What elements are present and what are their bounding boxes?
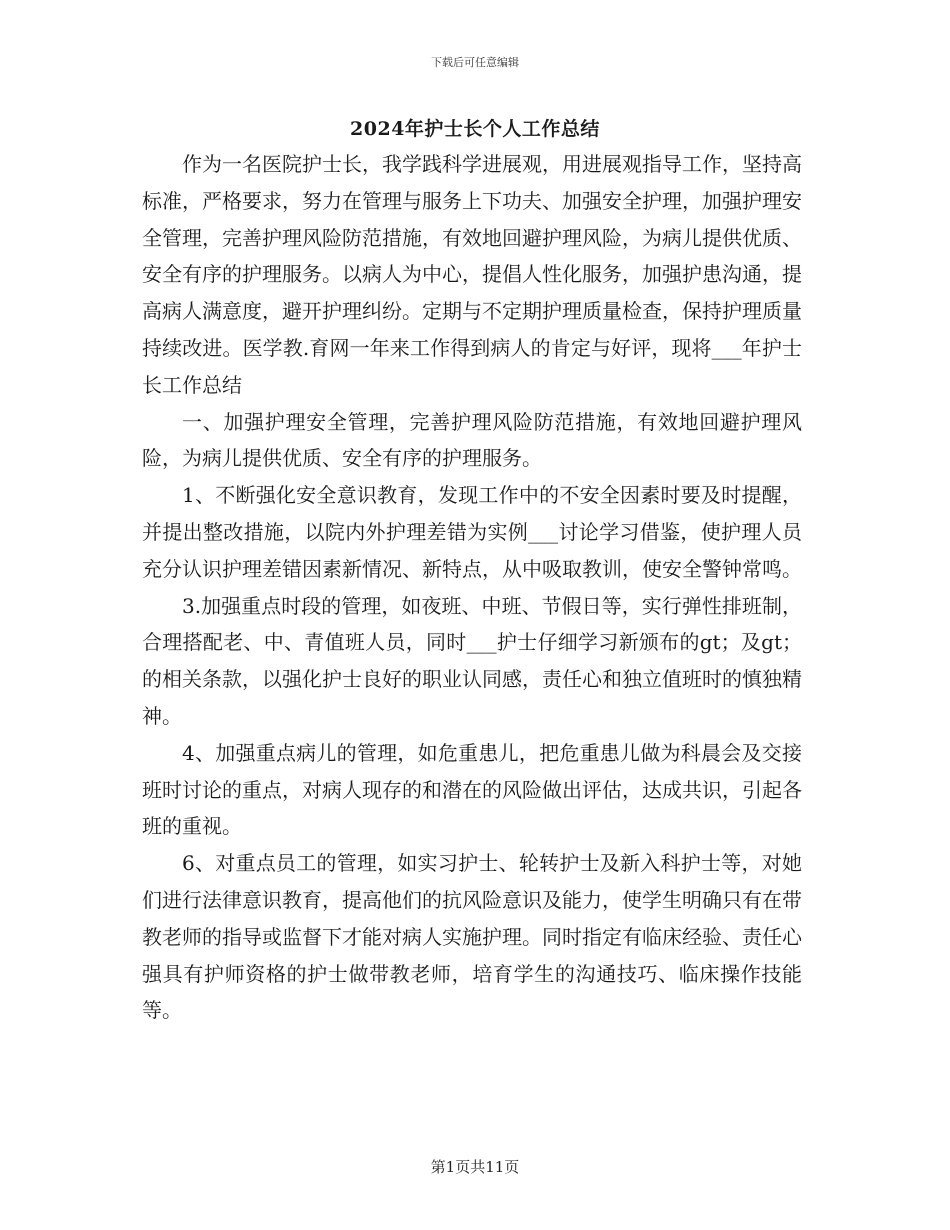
- paragraph-section-1: 一、加强护理安全管理，完善护理风险防范措施，有效地回避护理风险，为病儿提供优质、安全有序的护理服务。: [142, 409, 802, 471]
- document-body: [142, 146, 802, 1029]
- page-number: 第1页共11页: [430, 1158, 520, 1176]
- header-note: 下载后可任意编辑: [431, 56, 519, 69]
- document-title: 2024年护士长个人工作总结: [350, 118, 600, 140]
- paragraph-intro: 作为一名医院护士长，我学践科学进展观，用进展观指导工作，坚持高标准，严格要求，努力在管理与服务上下功夫、加强安全护理，加强护理安全管理，完善护理风险防范措施，有效地回避护理风险，为病儿提供优质、安全有序的护理服务。以病人为中心，提倡人性化服务，加强护患沟通，提高病人满意度，避开护理纠纷。定期与不定期护理质量检查，保持护理质量持续改进。医学教.育网一年来工作得到病人的肯定与好评，现将___年护士长工作总结: [142, 152, 802, 397]
- paragraph-item-6: 6、对重点员工的管理，如实习护士、轮转护士及新入科护士等，对她们进行法律意识教育，提高他们的抗风险意识及能力，使学生明确只有在带教老师的指导或监督下才能对病人实施护理。同时指定有临床经验、责任心强具有护师资格的护士做带教老师，培育学生的沟通技巧、临床操作技能等。: [142, 851, 802, 1023]
- paragraph-item-3: 3.加强重点时段的管理，如夜班、中班、节假日等，实行弹性排班制，合理搭配老、中、青值班人员，同时___护士仔细学习新颁布的gt；及gt；的相关条款，以强化护士良好的职业认同感，责任心和独立值班时的慎独精神。: [142, 593, 802, 728]
- paragraph-item-1: 1、不断强化安全意识教育，发现工作中的不安全因素时要及时提醒，并提出整改措施，以院内外护理差错为实例___讨论学习借鉴，使护理人员充分认识护理差错因素新情况、新特点，从中吸取教训，使安全警钟常鸣。: [142, 483, 802, 581]
- paragraph-item-4: 4、加强重点病儿的管理，如危重患儿，把危重患儿做为科晨会及交接班时讨论的重点，对病人现存的和潜在的风险做出评估，达成共识，引起各班的重视。: [142, 740, 802, 839]
